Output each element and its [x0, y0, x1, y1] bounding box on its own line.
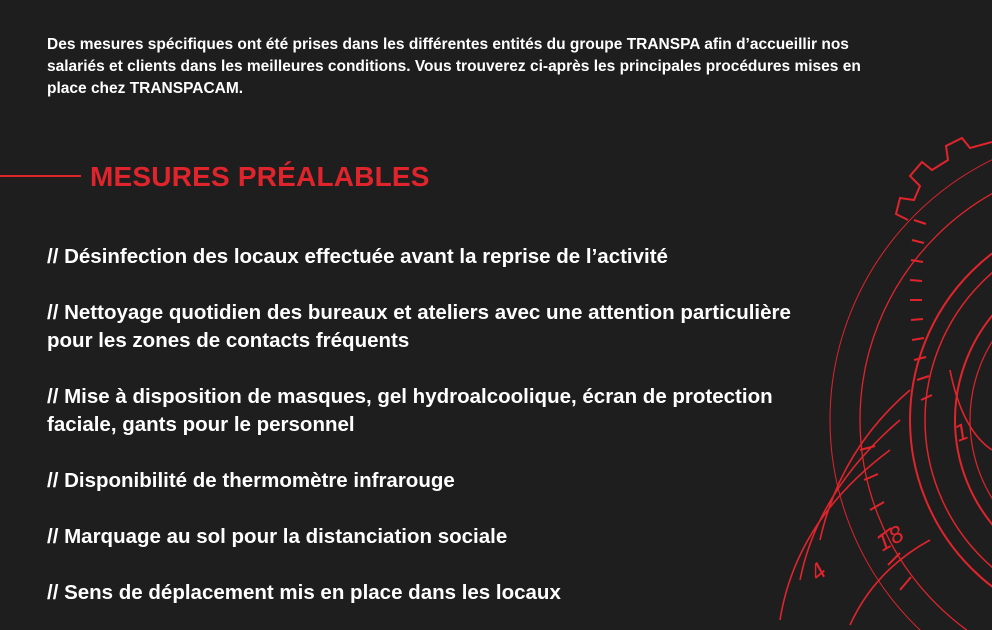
measure-item-thermometer: // Disponibilité de thermomètre infrarouge	[47, 469, 455, 492]
measure-item-one-way-circulation: // Sens de déplacement mis en place dans les locaux	[47, 581, 561, 604]
camera-lens-icon	[700, 120, 992, 630]
intro-text: Des mesures spécifiques ont été prises dans les différentes entités du groupe TRANSPA afin d’accueillir nos salariés et clients dans les meilleures conditions. Vous trouverez ci-après les principales procédures mises en place chez TRANSPACAM.	[47, 36, 861, 97]
intro-paragraph	[47, 34, 877, 100]
measure-item-disinfection: // Désinfection des locaux effectuée avant la reprise de l’activité	[47, 245, 668, 268]
measures-list	[47, 243, 807, 607]
measure-item-floor-marking: // Marquage au sol pour la distanciation sociale	[47, 525, 508, 548]
section-title: MESURES PRÉALABLES	[90, 161, 430, 192]
lens-mark-4: 4	[805, 558, 833, 587]
measure-item-cleaning: // Nettoyage quotidien des bureaux et ateliers avec une attention particulière pour les zones de contacts fréquents	[47, 301, 791, 352]
measure-item-protective-equipment: // Mise à disposition de masques, gel hydroalcoolique, écran de protection faciale, gants pour le personnel	[47, 385, 773, 436]
lens-mark-1: 1	[951, 419, 974, 448]
section-divider-line	[0, 175, 81, 177]
lens-mark-18: 18	[872, 521, 910, 558]
